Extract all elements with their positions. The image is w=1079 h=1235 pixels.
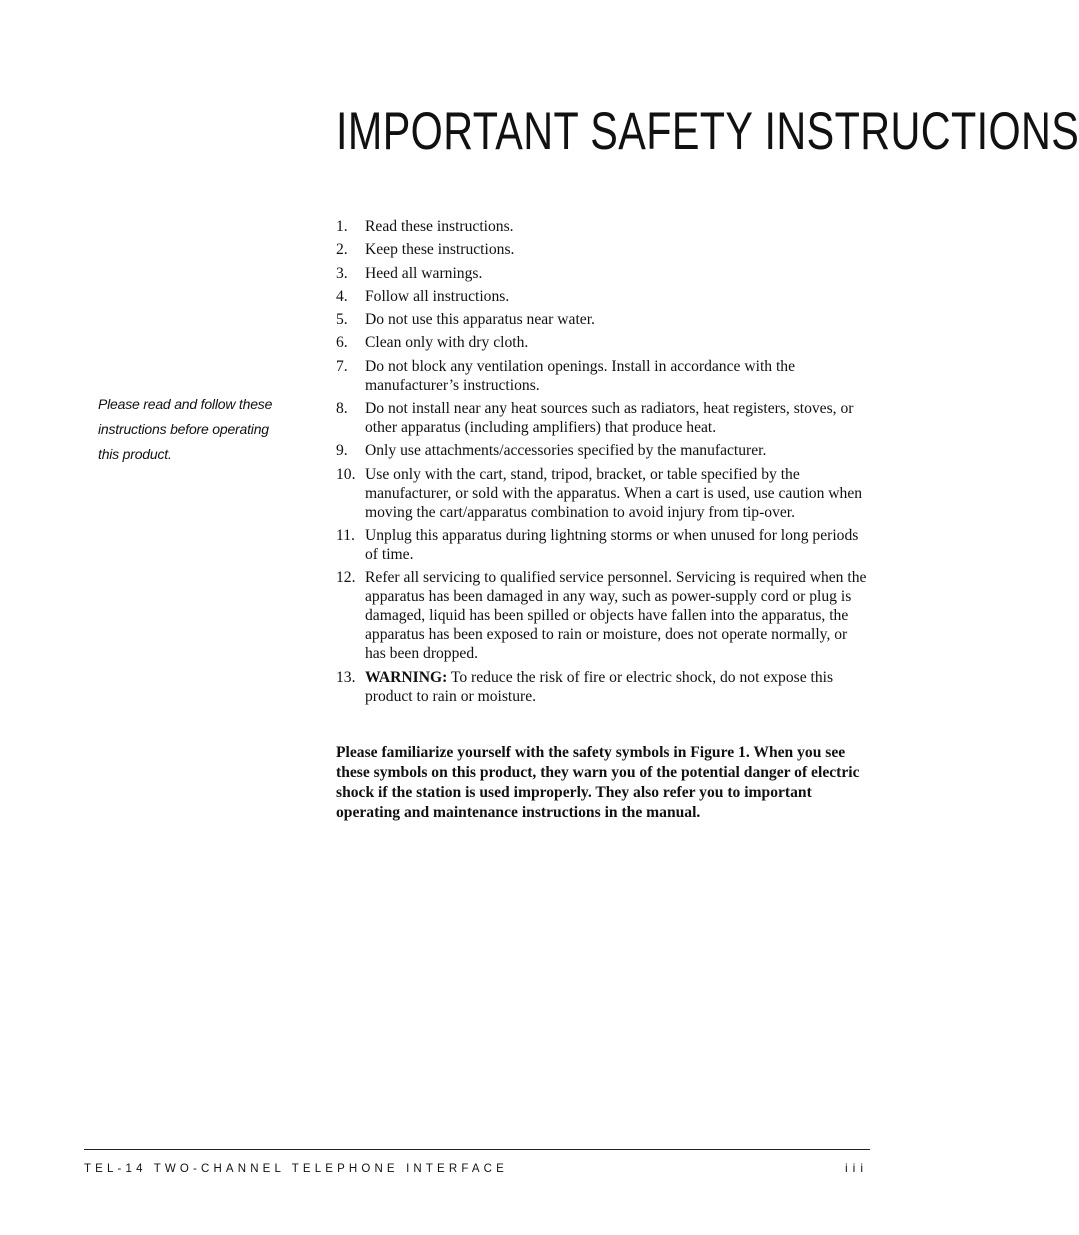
item-text: Do not block any ventilation openings. Install in accordance with the manufacturer’s instructions. (365, 357, 796, 394)
item-number: 6. (336, 334, 348, 352)
item-text: Do not install near any heat sources such as radiators, heat registers, stoves, or other apparatus (including amplifiers) that produce heat. (365, 400, 854, 437)
list-item (336, 568, 870, 663)
item-number: 9. (336, 442, 348, 460)
item-text: Clean only with dry cloth. (365, 334, 529, 352)
list-item (336, 526, 870, 564)
item-number: 4. (336, 287, 348, 305)
page-number: iii (845, 1161, 868, 1175)
item-text: Keep these instructions. (365, 241, 515, 259)
item-text: To reduce the risk of fire or electric shock, do not expose this product to rain or moisture. (365, 668, 834, 705)
item-text: Refer all servicing to qualified service personnel. Servicing is required when the apparatus has been damaged in any way, such as power-supply cord or plug is damaged, liquid has been spilled or objects have fallen into the apparatus, the apparatus has been exposed to rain or moisture, does not operate normally, or has been dropped. (365, 569, 867, 663)
list-item (336, 264, 870, 283)
item-number: 8. (336, 400, 348, 418)
item-number: 3. (336, 264, 348, 282)
list-item (336, 333, 870, 352)
footer-product-name: TEL-14 TWO-CHANNEL TELEPHONE INTERFACE (84, 1163, 508, 1175)
footer-divider (84, 1149, 870, 1150)
page-title: IMPORTANT SAFETY INSTRUCTIONS (336, 102, 1079, 161)
list-item (336, 240, 870, 259)
item-text: Read these instructions. (365, 218, 514, 235)
list-item (336, 399, 870, 437)
safety-instructions-list (336, 217, 870, 710)
list-item (336, 465, 870, 522)
item-number: 13. (336, 668, 356, 686)
warning-label: WARNING: (365, 668, 448, 686)
item-text: Use only with the cart, stand, tripod, bracket, or table specified by the manufacturer, or sold with the apparatus. When a cart is used, use caution when moving the cart/apparatus combination to avoid injury from tip-over. (365, 465, 863, 521)
list-item (336, 217, 870, 236)
item-number: 11. (336, 526, 355, 544)
item-number: 5. (336, 311, 348, 329)
item-number: 1. (336, 218, 348, 235)
list-item (336, 310, 870, 329)
item-text: Do not use this apparatus near water. (365, 311, 595, 329)
item-number: 10. (336, 465, 356, 483)
safety-symbols-note: Please familiarize yourself with the safety symbols in Figure 1. When you see these symbols on this product, they warn you of the potential danger of electric shock if the station is used improperly. They also refer you to important operating and maintenance instructions in the manual. (336, 744, 860, 821)
item-text: Unplug this apparatus during lightning storms or when unused for long periods of time. (365, 526, 859, 563)
list-item (336, 357, 870, 395)
list-item (336, 668, 870, 706)
item-number: 2. (336, 241, 348, 259)
item-text: Follow all instructions. (365, 287, 510, 305)
item-number: 12. (336, 569, 356, 587)
item-text: Only use attachments/accessories specified by the manufacturer. (365, 442, 767, 460)
margin-note: Please read and follow these instructions before operating this product. (98, 396, 273, 462)
list-item (336, 287, 870, 306)
item-number: 7. (336, 357, 348, 375)
item-text: Heed all warnings. (365, 264, 483, 282)
list-item (336, 441, 870, 460)
